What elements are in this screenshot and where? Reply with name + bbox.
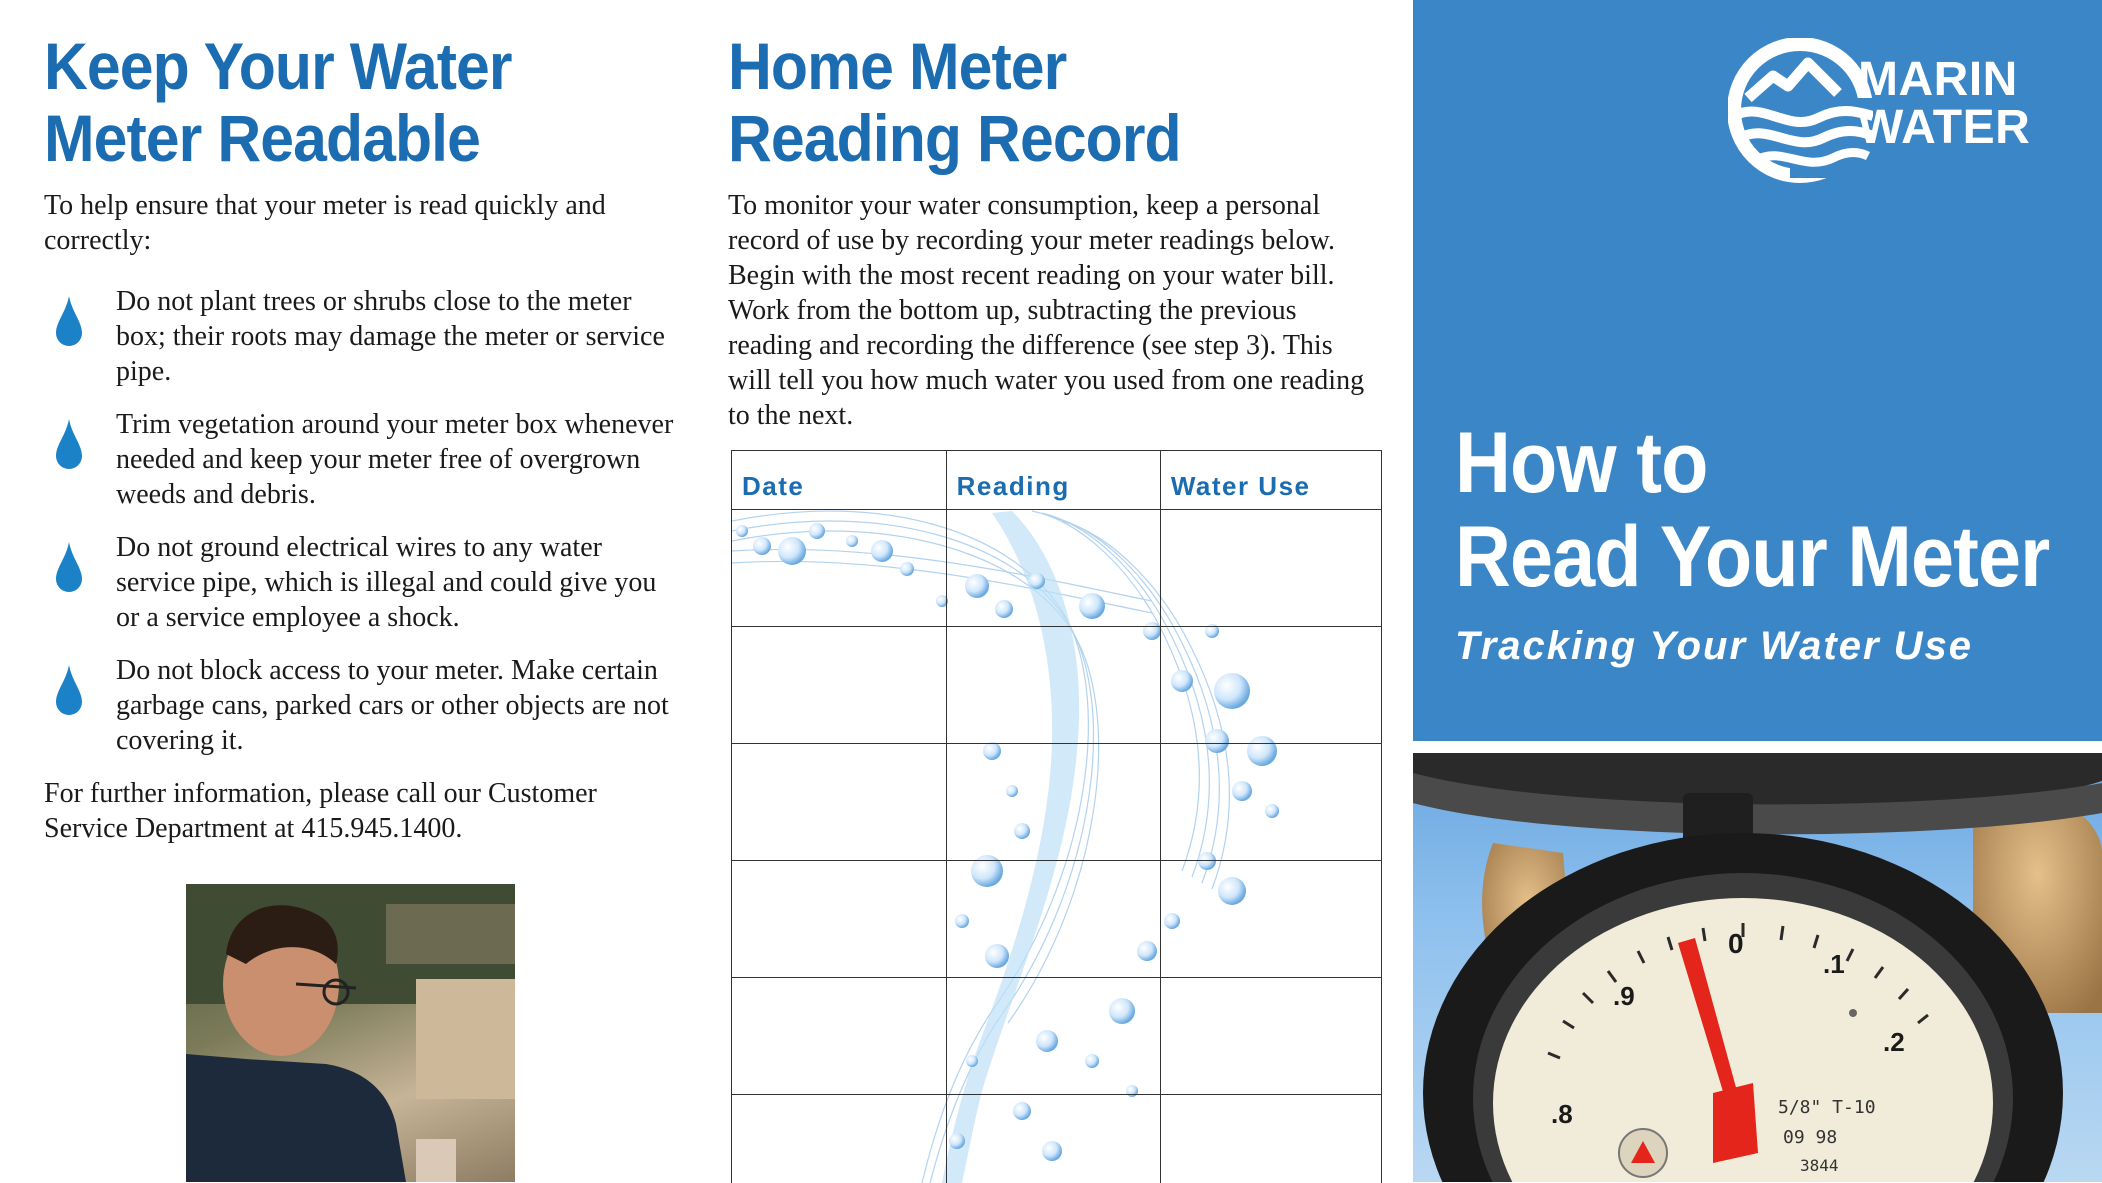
- logo-line: WATER: [1858, 101, 2030, 154]
- water-drop-icon: [54, 294, 84, 348]
- tip-item: [44, 284, 674, 389]
- table-cell[interactable]: [946, 744, 1160, 861]
- table-row: [732, 1095, 1381, 1183]
- table-cell[interactable]: [732, 861, 946, 978]
- column-header-reading: Reading: [946, 451, 1160, 510]
- table-cell[interactable]: [946, 510, 1160, 627]
- intro-text: To monitor your water consumption, keep a personal record of use by recording your meter readings below. Begin with the most recent reading on your water bill. Work from the bottom up, subtracting the previous reading and recording the difference (see step 3). This will tell you how much water you used from one reading to the next.: [728, 188, 1382, 433]
- table-cell[interactable]: [1160, 861, 1381, 978]
- table-header-row: [732, 451, 1381, 510]
- water-drop-icon: [54, 540, 84, 594]
- intro-text: To help ensure that your meter is read quickly and correctly:: [44, 188, 674, 258]
- dial-label: .2: [1883, 1027, 1905, 1057]
- cover-panel: [1413, 0, 2102, 741]
- column-header-water-use: Water Use: [1160, 451, 1381, 510]
- table-row: [732, 744, 1381, 861]
- cover-subtitle: Tracking Your Water Use: [1455, 624, 1973, 669]
- tips-list: [44, 284, 674, 758]
- tip-item: [44, 530, 674, 635]
- table-cell[interactable]: [732, 1095, 946, 1183]
- table-cell[interactable]: [732, 978, 946, 1095]
- table-row: [732, 627, 1381, 744]
- tip-text: Trim vegetation around your meter box whenever needed and keep your meter free of overgrown weeds and debris.: [116, 409, 673, 510]
- contact-text: For further information, please call our Customer Service Department at 415.945.1400.: [44, 776, 674, 846]
- reading-record-table: [731, 450, 1382, 1183]
- table-cell[interactable]: [946, 861, 1160, 978]
- meter-plate-text: 3844: [1800, 1156, 1839, 1175]
- table-cell[interactable]: [732, 744, 946, 861]
- table-cell[interactable]: [732, 627, 946, 744]
- cover-title: [1455, 416, 2049, 604]
- meter-plate-text: 09 98: [1783, 1127, 1837, 1148]
- heading-line: Home Meter: [728, 29, 1066, 103]
- table-row: [732, 978, 1381, 1095]
- water-drop-icon: [54, 663, 84, 717]
- dial-label: .1: [1823, 949, 1845, 979]
- tip-item: [44, 653, 674, 758]
- tip-text: Do not plant trees or shrubs close to the meter box; their roots may damage the meter or service pipe.: [116, 286, 665, 387]
- table-cell[interactable]: [1160, 510, 1381, 627]
- table-row: [732, 861, 1381, 978]
- water-meter-photo: [1413, 753, 2102, 1182]
- reading-record-section: [728, 0, 1382, 433]
- meter-plate-text: 5/8" T-10: [1778, 1097, 1876, 1118]
- heading-line: Keep Your Water: [44, 29, 512, 103]
- table-cell[interactable]: [1160, 978, 1381, 1095]
- tip-text: Do not ground electrical wires to any water service pipe, which is illegal and could give you or a service employee a shock.: [116, 532, 656, 633]
- tip-text: Do not block access to your meter. Make certain garbage cans, parked cars or other objects are not covering it.: [116, 655, 669, 756]
- column-header-date: Date: [732, 451, 946, 510]
- reading-table: [732, 451, 1381, 1183]
- marin-water-logo: [1728, 38, 2078, 183]
- water-meter-illustration: [1413, 753, 2102, 1182]
- water-drop-icon: [54, 417, 84, 471]
- meter-readable-section: [44, 0, 674, 846]
- logo-line: MARIN: [1858, 53, 2018, 106]
- table-cell[interactable]: [732, 510, 946, 627]
- technician-illustration: [186, 884, 515, 1182]
- logo-wordmark: [1858, 56, 2030, 152]
- table-cell[interactable]: [946, 978, 1160, 1095]
- table-cell[interactable]: [946, 1095, 1160, 1183]
- tip-item: [44, 407, 674, 512]
- table-cell[interactable]: [1160, 627, 1381, 744]
- title-line: How to: [1455, 415, 1708, 511]
- logo-wave-icon: [1728, 38, 1873, 183]
- dial-label: .9: [1613, 981, 1635, 1011]
- table-row: [732, 510, 1381, 627]
- technician-photo: [186, 884, 515, 1182]
- dial-label: .8: [1551, 1099, 1573, 1129]
- section-heading: [728, 30, 1330, 174]
- title-line: Read Your Meter: [1455, 509, 2049, 605]
- heading-line: Meter Readable: [44, 101, 480, 175]
- table-cell[interactable]: [1160, 1095, 1381, 1183]
- table-cell[interactable]: [1160, 744, 1381, 861]
- section-heading: [44, 30, 624, 174]
- table-cell[interactable]: [946, 627, 1160, 744]
- dial-label: 0: [1728, 928, 1744, 959]
- heading-line: Reading Record: [728, 101, 1181, 175]
